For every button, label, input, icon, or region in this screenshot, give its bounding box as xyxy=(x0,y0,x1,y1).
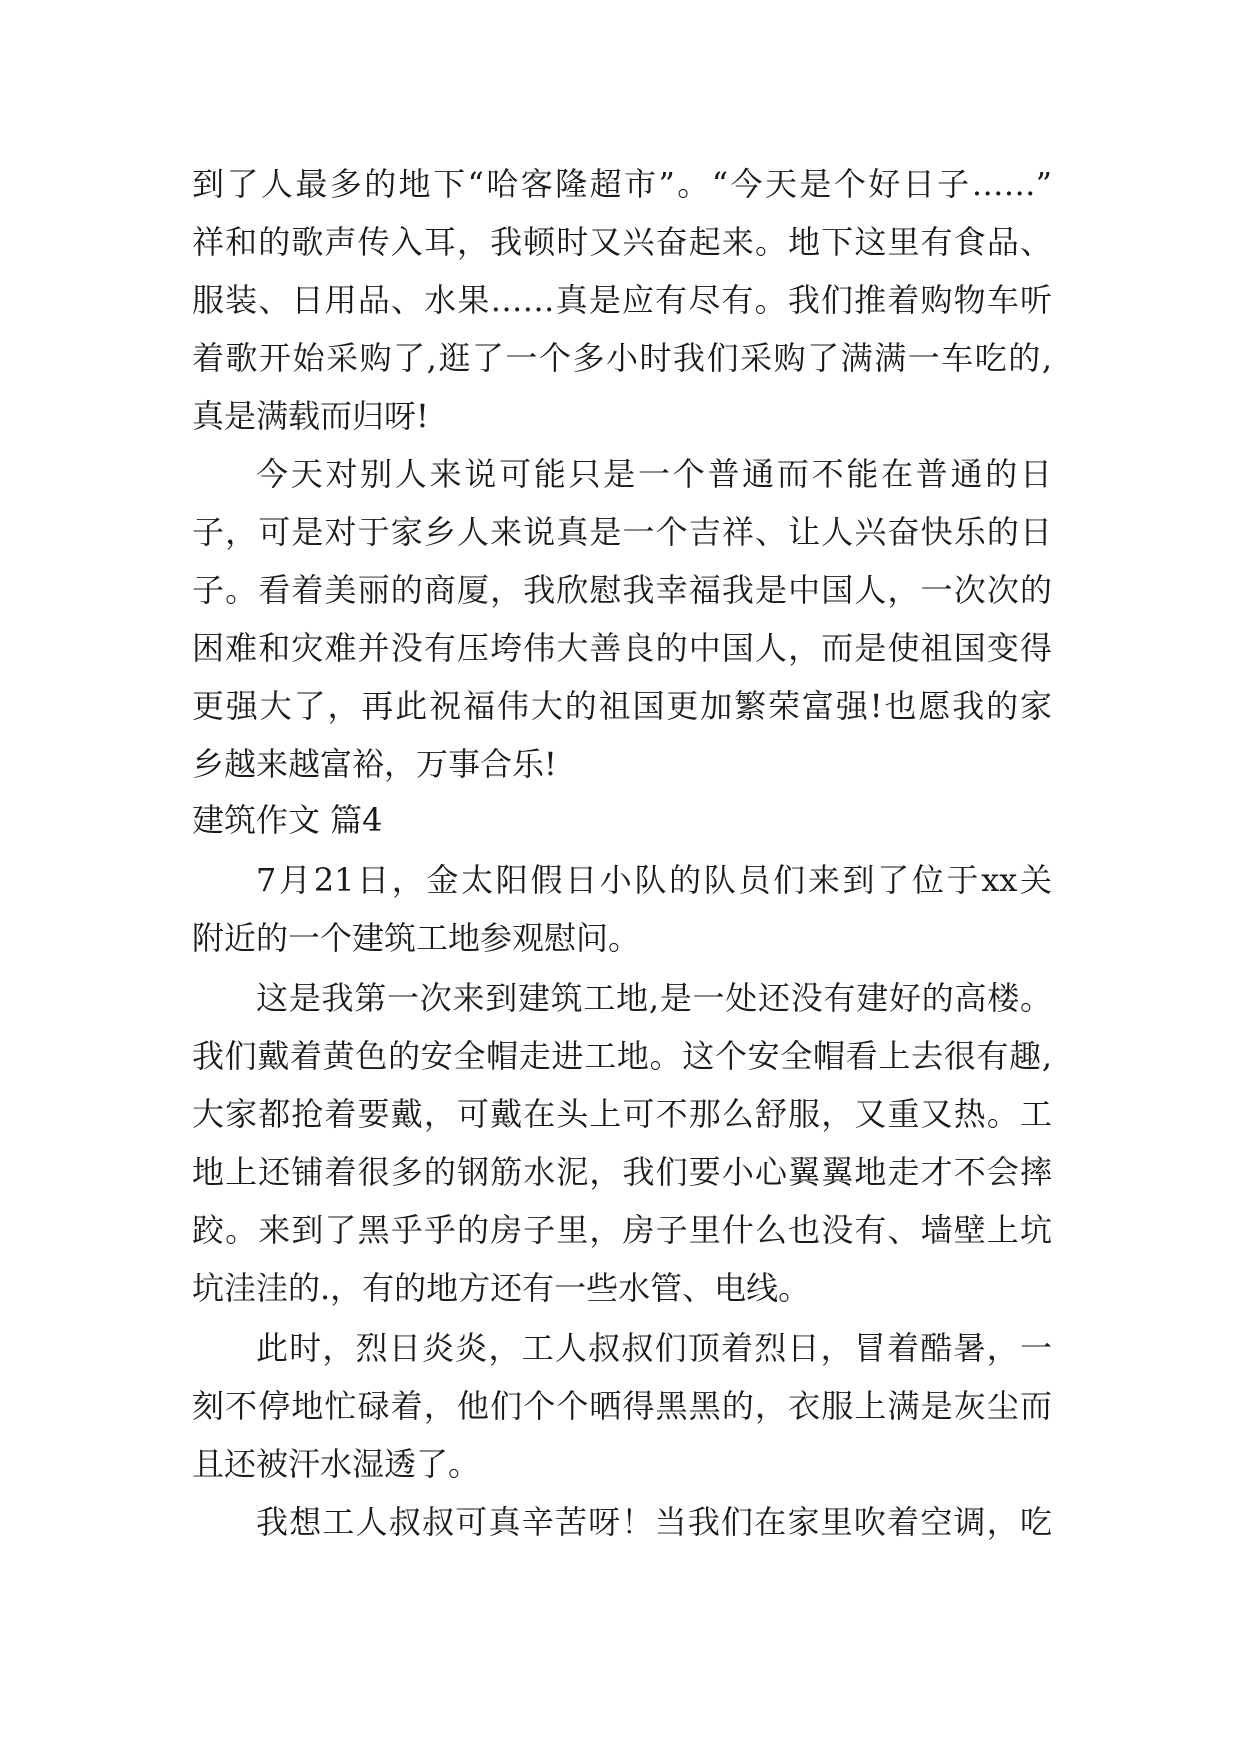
text-line: 7月21日，金太阳假日小队的队员们来到了位于xx关 xyxy=(256,861,1052,899)
text-line: 子，可是对于家乡人来说真是一个吉祥、让人兴奋快乐的日 xyxy=(192,513,1052,551)
text-line: 刻不停地忙碌着，他们个个晒得黑黑的，衣服上满是灰尘而 xyxy=(192,1387,1052,1425)
text-line: 附近的一个建筑工地参观慰问。 xyxy=(192,919,641,957)
text-line: 且还被汗水湿透了。 xyxy=(192,1445,481,1483)
text-line: 这是我第一次来到建筑工地,是一处还没有建好的高楼。 xyxy=(256,979,1052,1017)
text-line: 着歌开始采购了,逛了一个多小时我们采购了满满一车吃的, xyxy=(192,339,1052,377)
text-line: 地上还铺着很多的钢筋水泥，我们要小心翼翼地走才不会摔 xyxy=(192,1153,1052,1191)
text-line: 跤。来到了黑乎乎的房子里，房子里什么也没有、墙壁上坑 xyxy=(192,1211,1052,1249)
text-line: 到了人最多的地下“哈客隆超市”。“今天是个好日子……” xyxy=(192,165,1052,203)
text-line: 此时，烈日炎炎，工人叔叔们顶着烈日，冒着酷暑，一 xyxy=(256,1329,1052,1367)
text-line: 真是满载而归呀! xyxy=(192,397,429,435)
text-line: 大家都抢着要戴，可戴在头上可不那么舒服，又重又热。工 xyxy=(192,1095,1052,1133)
section-heading: 建筑作文 篇4 xyxy=(192,801,383,839)
text-line: 乡越来越富裕，万事合乐! xyxy=(192,745,557,783)
text-line: 服装、日用品、水果……真是应有尽有。我们推着购物车听 xyxy=(192,281,1052,319)
text-line: 我们戴着黄色的安全帽走进工地。这个安全帽看上去很有趣, xyxy=(192,1037,1052,1075)
text-line: 更强大了，再此祝福伟大的祖国更加繁荣富强!也愿我的家 xyxy=(192,687,1052,725)
text-line: 祥和的歌声传入耳，我顿时又兴奋起来。地下这里有食品、 xyxy=(192,223,1052,261)
text-line: 困难和灾难并没有压垮伟大善良的中国人，而是使祖国变得 xyxy=(192,629,1052,667)
text-line: 今天对别人来说可能只是一个普通而不能在普通的日 xyxy=(256,455,1052,493)
text-line: 子。看着美丽的商厦，我欣慰我幸福我是中国人，一次次的 xyxy=(192,571,1052,609)
text-line: 我想工人叔叔可真辛苦呀！当我们在家里吹着空调，吃 xyxy=(256,1503,1052,1541)
text-line: 坑洼洼的.，有的地方还有一些水管、电线。 xyxy=(192,1269,811,1307)
